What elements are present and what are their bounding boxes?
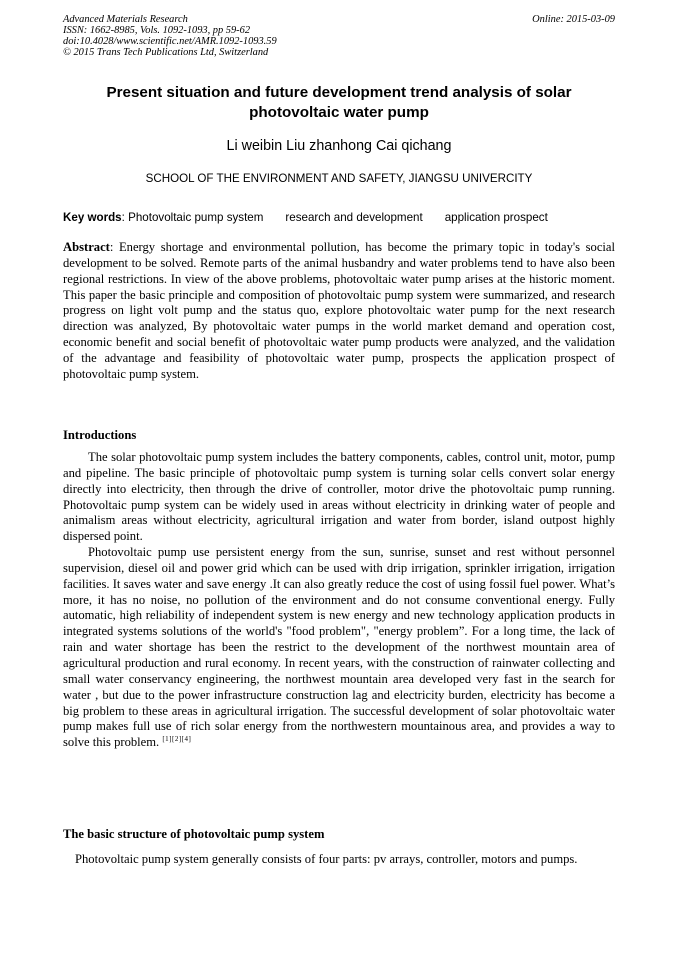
section-heading-introductions: Introductions — [63, 428, 137, 442]
keyword: research and development — [285, 211, 423, 224]
journal-metadata — [63, 14, 277, 58]
paragraph: Photovoltaic pump system generally consists of four parts: pv arrays, controller, motors and pumps. — [75, 852, 578, 866]
abstract-label: Abstract — [63, 240, 110, 254]
doi-line: doi:10.4028/www.scientific.net/AMR.1092-1093.59 — [63, 36, 277, 47]
paragraph: The solar photovoltaic pump system includes the battery components, cables, control unit, motor, pump and pipeline. The basic principle of photovoltaic pump system is turning solar cells convert solar energy directly into electricity, then through the drive of controller, motor drive the photovoltaic pump running. Photovoltaic pump system can be widely used in areas without electricity in drinking water of people and animalism areas without electricity, agricultural irrigation and water from border, island outpost highly dispersed point. — [63, 450, 615, 544]
keyword: Photovoltaic pump system — [128, 211, 264, 224]
affiliation: SCHOOL OF THE ENVIRONMENT AND SAFETY, JIANGSU UNIVERCITY — [145, 172, 533, 185]
issn-line: ISSN: 1662-8985, Vols. 1092-1093, pp 59-62 — [63, 25, 251, 36]
keywords: Key words: Photovoltaic pump system research and development application prospect — [63, 211, 548, 224]
keyword: application prospect — [444, 211, 548, 224]
paragraph-text: Photovoltaic pump use persistent energy from the sun, sunrise, sunset and rest without personnel supervision, diesel oil and power grid which can be used with drip irrigation, sprinkler irrigation, irrigation facilities. It saves water and save energy .It can also greatly reduce the cost of using fossil fuel power. What’s more, it has no noise, no pollution of the environment and do not consume conventional energy. Fully automatic, high reliability of independent system is new energy and new technology application products in integrated systems solutions of the world's "food problem", "energy problem”. For a long time, the lack of rain and water shortage has been the restrict to the development of the northwest mountain area of agricultural production and rural economy. In recent years, with the construction of rainwater collecting and small water conservancy engineering, the northwest mountain area developed very fast in the search for water , but due to the power infrastructure construction lag and electricity burden, electricity has become a big problem to these areas in agricultural irrigation. The successful development of solar photovoltaic water pump makes full use of rich solar energy from the northwestern mountainous area, and provides a way to solve this problem. — [63, 545, 615, 750]
section-heading-basic-structure: The basic structure of photovoltaic pump system — [63, 827, 325, 841]
introductions-section — [63, 450, 615, 751]
citation-refs[interactable]: [1][2][4] — [162, 735, 192, 744]
online-date: Online: 2015-03-09 — [532, 14, 615, 25]
keywords-label: Key words — [63, 211, 122, 224]
copyright-line: © 2015 Trans Tech Publications Ltd, Switzerland — [63, 47, 269, 58]
paragraph — [63, 545, 615, 751]
authors: Li weibin Liu zhanhong Cai qichang — [226, 138, 452, 154]
journal-name: Advanced Materials Research — [63, 14, 188, 25]
abstract: Abstract: Energy shortage and environmental pollution, has become the primary topic in today's social development to be solved. Remote parts of the animal husbandry and water problems tend to have also been regional restrictions. In view of the above problems, photovoltaic water pump arises at the historic moment. This paper the basic principle and composition of photovoltaic pump system were summarized, and research progress on light volt pump and the status quo, explore photovoltaic water pump for the next research direction was analyzed, By photovoltaic water pumps in the world market demand and operation cost, economic benefit and social benefit of photovoltaic water pump products were analyzed, and the validation of the advantage and feasibility of photovoltaic water pump, prospects the application prospect of photovoltaic pump system. — [63, 240, 615, 381]
abstract-text: Energy shortage and environmental pollution, has become the primary topic in today's social development to be solved. Remote parts of the animal husbandry and water problems tend to have also been regional restrictions. In view of the above problems, photovoltaic water pump arises at the historic moment. This paper the basic principle and composition of photovoltaic pump system were summarized, and research progress on light volt pump and the status quo, explore photovoltaic water pump for the next research direction was analyzed, By photovoltaic water pumps in the world market demand and operation cost, economic benefit and social benefit of photovoltaic water pump products were analyzed, and the validation of the advantage and feasibility of photovoltaic water pump, prospects the application prospect of photovoltaic pump system. — [63, 240, 615, 381]
basic-structure-section — [63, 852, 615, 868]
paper-title: Present situation and future development trend analysis of solar photovoltaic water pump — [106, 84, 572, 121]
